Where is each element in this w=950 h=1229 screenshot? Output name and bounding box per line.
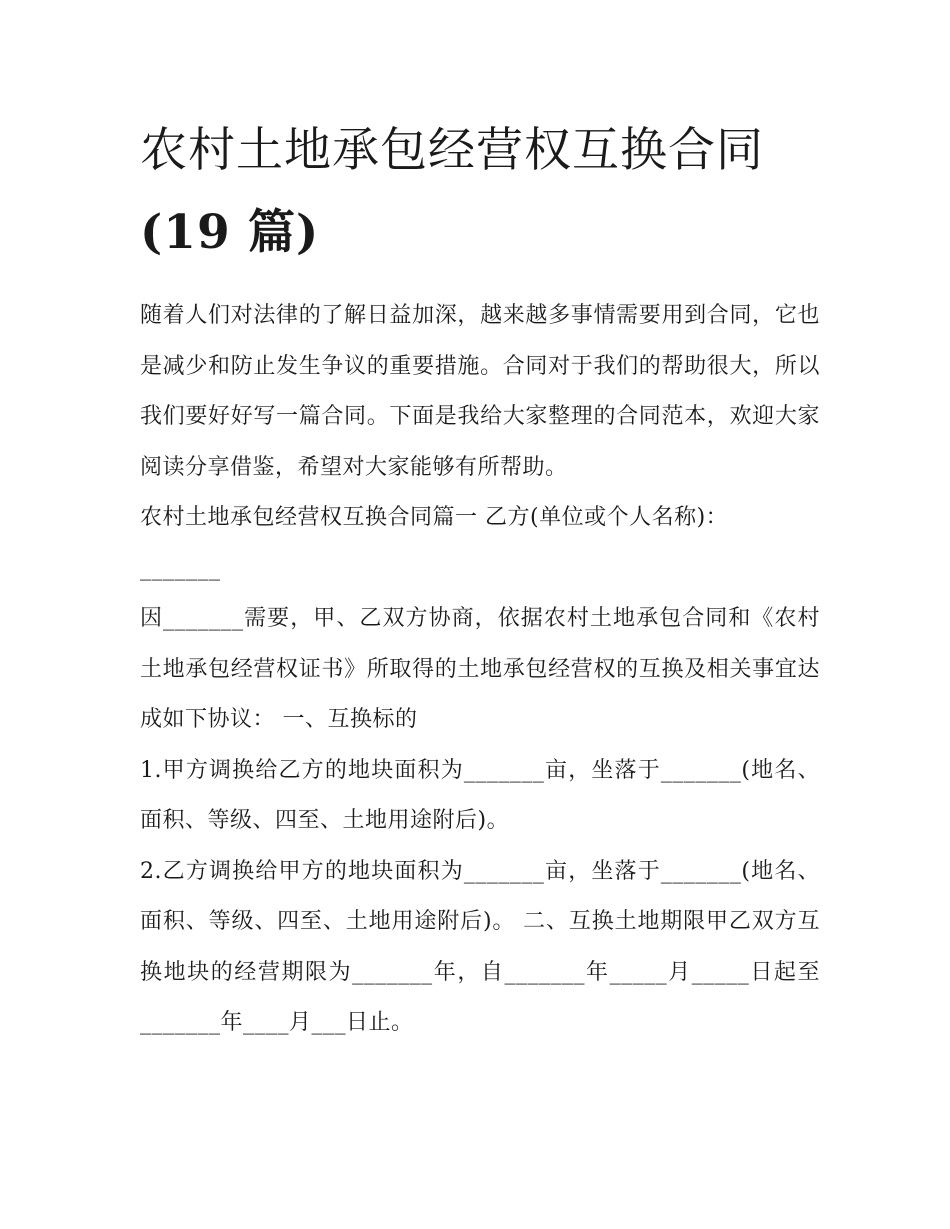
title-main: 农村土地承包经营权互换合同 <box>140 123 764 178</box>
document-page <box>140 110 820 1049</box>
clause-intro: 因_______需要，甲、乙双方协商，依据农村土地承包合同和《农村土地承包经营权证书》所取得的土地承包经营权的互换及相关事宜达成如下协议： 一、互换标的 <box>140 606 820 732</box>
title-count: (19 篇) <box>140 205 320 260</box>
section-heading: 农村土地承包经营权互换合同篇一 乙方(单位或个人名称)： <box>140 505 729 530</box>
document-title <box>140 110 820 274</box>
intro-paragraph: 随着人们对法律的了解日益加深，越来越多事情需要用到合同，它也是减少和防止发生争议的重要措施。合同对于我们的帮助很大，所以我们要好好写一篇合同。下面是我给大家整理的合同范本，欢迎大家阅读分享借鉴，希望对大家能够有所帮助。 <box>140 303 820 480</box>
blank-line: _______ <box>140 555 221 581</box>
clause-1: 1.甲方调换给乙方的地块面积为_______亩，坐落于_______(地名、面积、等级、四至、土地用途附后)。 <box>140 757 820 833</box>
clause-2: 2.乙方调换给甲方的地块面积为_______亩，坐落于_______(地名、面积、等级、四至、土地用途附后)。 二、互换土地期限甲乙双方互换地块的经营期限为_______年，自_______年_____月_____日起至_______年____月___日止。 <box>140 858 820 1035</box>
